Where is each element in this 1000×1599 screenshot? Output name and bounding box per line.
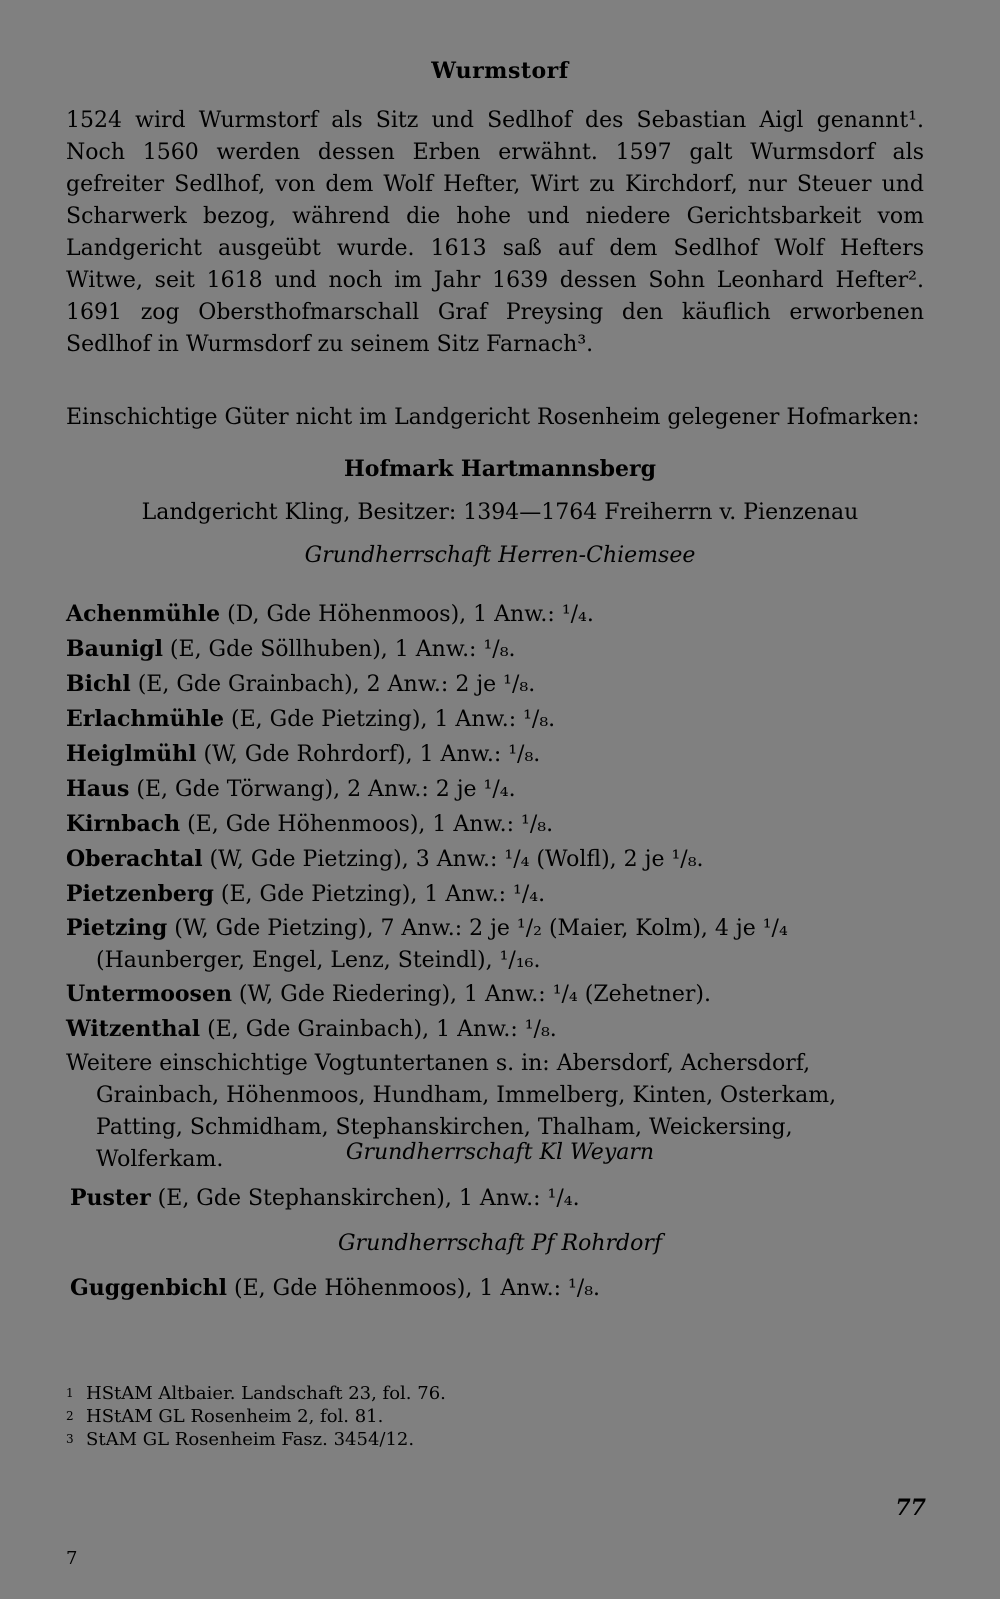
entry-details: (W, Gde Pietzing), 3 Anw.: ¹/₄ (Wolfl), 2 je ¹/₈. xyxy=(202,847,704,872)
footnote-text: StAM GL Rosenheim Fasz. 3454/12. xyxy=(86,1429,415,1450)
place-name: Pietzenberg xyxy=(66,881,214,907)
footnote-mark: 2 xyxy=(66,1409,74,1423)
entry-details: (E, Gde Grainbach), 1 Anw.: ¹/₈. xyxy=(200,1017,557,1042)
place-name: Baunigl xyxy=(66,636,163,662)
footnote xyxy=(66,1382,926,1405)
entry-details: Weitere einschichtige Vogtuntertanen s. in: Abersdorf, Achersdorf, Grainbach, Höhenmoos, Hundham, Immelberg, Kinten, Osterkam, Patting, Schmidham, Stephanskirchen, Thalham, Weickersing, Wolferkam. xyxy=(66,1051,837,1172)
entry-details: (E, Gde Pietzing), 1 Anw.: ¹/₄. xyxy=(213,882,546,907)
entry-details: (E, Gde Söllhuben), 1 Anw.: ¹/₈. xyxy=(162,637,516,662)
entry-details: (D, Gde Höhenmoos), 1 Anw.: ¹/₄. xyxy=(220,602,594,627)
footnotes xyxy=(66,1382,926,1451)
signature-mark: 7 xyxy=(66,1548,78,1569)
place-name: Bichl xyxy=(66,671,131,697)
entry-details: (E, Gde Höhenmoos), 1 Anw.: ¹/₈. xyxy=(227,1276,601,1301)
list-item xyxy=(66,597,926,632)
hofmark-subtitle: Landgericht Kling, Besitzer: 1394—1764 Freiherrn v. Pienzenau xyxy=(141,500,859,525)
footnote-text: HStAM GL Rosenheim 2, fol. 81. xyxy=(86,1406,384,1427)
entry-details: (W, Gde Pietzing), 7 Anw.: 2 je ¹/₂ (Maier, Kolm), 4 je ¹/₄ (Haunberger, Engel, Lenz, Steindl), ¹/₁₆. xyxy=(96,916,788,973)
place-name: Witzenthal xyxy=(66,1016,201,1042)
entry-details: (W, Gde Riedering), 1 Anw.: ¹/₄ (Zehetner). xyxy=(231,982,711,1007)
footnote-text: HStAM Altbaier. Landschaft 23, fol. 76. xyxy=(86,1383,446,1404)
place-name: Kirnbach xyxy=(66,811,181,837)
subheading: Einschichtige Güter nicht im Landgericht Rosenheim gelegener Hofmarken: xyxy=(66,405,920,430)
group-heading-weyarn: Grundherrschaft Kl Weyarn xyxy=(345,1140,655,1165)
place-name: Pietzing xyxy=(66,915,168,941)
list-item xyxy=(66,737,926,772)
entry-details: (E, Gde Stephanskirchen), 1 Anw.: ¹/₄. xyxy=(150,1186,580,1211)
intro-paragraph: 1524 wird Wurmstorf als Sitz und Sedlhof des Sebastian Aigl genannt¹. Noch 1560 werden dessen Erben erwähnt. 1597 galt Wurmsdorf als gefreiter Sedlhof, von dem Wolf Hefter, Wirt zu Kirchdorf, nur Steuer und Scharwerk bezog, während die hohe und niedere Gerichtsbarkeit vom Landgericht ausgeübt wurde. 1613 saß auf dem Sedlhof Wolf Hefters Witwe, seit 1618 und noch im Jahr 1639 dessen Sohn Leonhard Hefter². 1691 zog Obersthofmarschall Graf Preysing den käuflich erworbenen Sedlhof in Wurmsdorf zu seinem Sitz Farnach³. xyxy=(66,108,924,357)
entry-details: (E, Gde Pietzing), 1 Anw.: ¹/₈. xyxy=(224,707,556,732)
entry-details: (W, Gde Rohrdorf), 1 Anw.: ¹/₈. xyxy=(196,742,541,767)
group-heading-rohrdorf: Grundherrschaft Pf Rohrdorf xyxy=(337,1231,663,1256)
place-name: Achenmühle xyxy=(66,601,221,627)
list-item xyxy=(66,877,926,912)
section-title: Wurmstorf xyxy=(431,58,569,84)
entry-details: (E, Gde Törwang), 2 Anw.: 2 je ¹/₄. xyxy=(129,777,516,802)
list-item xyxy=(66,667,926,702)
list-item xyxy=(66,632,926,667)
place-name: Heiglmühl xyxy=(66,741,197,767)
list-item xyxy=(70,1275,930,1301)
list-item xyxy=(66,977,926,1012)
list-item xyxy=(70,1185,930,1211)
entry-details: (E, Gde Höhenmoos), 1 Anw.: ¹/₈. xyxy=(180,812,554,837)
group-heading-herren-chiemsee: Grundherrschaft Herren-Chiemsee xyxy=(304,543,696,568)
place-name: Haus xyxy=(66,776,130,802)
list-item xyxy=(66,702,926,737)
list-item xyxy=(66,842,926,877)
entry-details: (E, Gde Grainbach), 2 Anw.: 2 je ¹/₈. xyxy=(130,672,536,697)
place-name: Puster xyxy=(70,1185,151,1211)
footnote xyxy=(66,1428,926,1451)
footnote-mark: 1 xyxy=(66,1386,74,1400)
list-item xyxy=(66,912,926,977)
place-name: Erlachmühle xyxy=(66,706,224,732)
list-item xyxy=(66,1012,926,1047)
hofmark-title: Hofmark Hartmannsberg xyxy=(343,456,656,482)
list-item xyxy=(66,807,926,842)
footnote-mark: 3 xyxy=(66,1432,74,1446)
place-name: Guggenbichl xyxy=(70,1275,228,1301)
footnote xyxy=(66,1405,926,1428)
list-item xyxy=(66,772,926,807)
place-name: Untermoosen xyxy=(66,981,232,1007)
place-name: Oberachtal xyxy=(66,846,203,872)
page-number: 77 xyxy=(895,1495,926,1521)
entry-list xyxy=(66,597,926,1176)
